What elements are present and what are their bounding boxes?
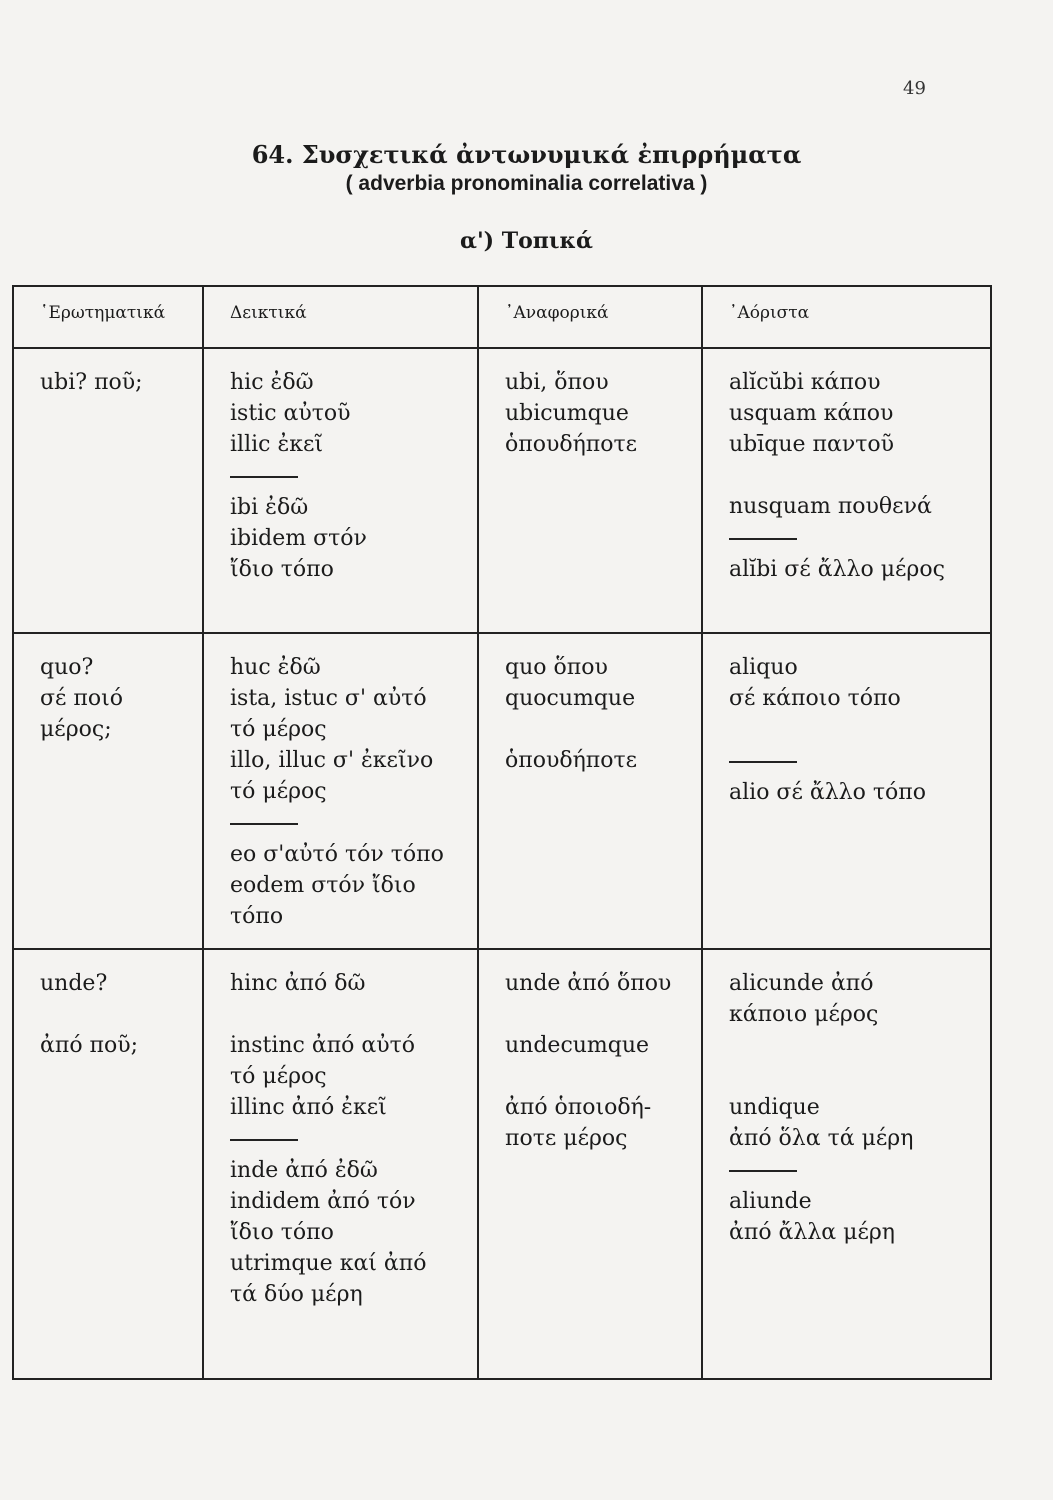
spacer	[505, 714, 693, 745]
spacer	[505, 1061, 693, 1092]
header-interrogative: ῾Ερωτηματικά	[13, 286, 203, 348]
cell-line: ista, istuc σ' αὐτό	[230, 686, 427, 711]
spacer	[729, 714, 982, 745]
cell-line: σέ κάποιο τόπο	[729, 686, 901, 711]
page-subtitle: ( adverbia pronominalia correlativa )	[345, 172, 708, 195]
page-title: 64. Συσχετικά ἀντωνυμικά ἐπιρρήματα	[251, 140, 802, 169]
cell-line: quo ὅπου	[505, 655, 608, 680]
cell-line: μέρος;	[40, 717, 112, 742]
separator-line	[230, 476, 298, 478]
cell-relative	[478, 633, 702, 949]
cell-line: unde?	[40, 971, 108, 996]
cell-line: ibidem στόν	[230, 526, 367, 551]
table-row	[13, 949, 991, 1379]
cell-interrogative	[13, 633, 203, 949]
spacer	[729, 1030, 982, 1061]
spacer	[40, 999, 194, 1030]
cell-line: ubi? ποῦ;	[40, 370, 143, 395]
cell-line: usquam κάπου	[729, 401, 894, 426]
cell-line: ibi ἐδῶ	[230, 495, 309, 520]
cell-line: hinc ἀπό δῶ	[230, 971, 366, 996]
cell-indefinite	[702, 348, 991, 633]
cell-line: alĭcŭbi κάπου	[729, 370, 881, 395]
cell-line: τά δύο μέρη	[230, 1282, 363, 1307]
cell-line: ubicumque	[505, 401, 629, 426]
spacer	[505, 999, 693, 1030]
cell-line: alĭbi σέ ἄλλο μέρος	[729, 557, 945, 582]
cell-line: nusquam πουθενά	[729, 494, 932, 519]
header-demonstrative: Δεικτικά	[203, 286, 478, 348]
adverbs-table	[12, 285, 992, 1380]
cell-line: κάποιο μέρος	[729, 1002, 879, 1027]
page-number: 49	[903, 78, 926, 99]
cell-line: eo σ'αὐτό τόν τόπο	[230, 842, 444, 867]
cell-line: ἀπό ὁποιοδή-	[505, 1095, 652, 1120]
cell-line: ποτε μέρος	[505, 1126, 628, 1151]
cell-interrogative	[13, 348, 203, 633]
cell-line: hic ἐδῶ	[230, 370, 314, 395]
cell-line: illinc ἀπό ἐκεῖ	[230, 1095, 387, 1120]
cell-line: quo?	[40, 655, 94, 680]
cell-line: ubīque παντοῦ	[729, 432, 895, 457]
cell-line: indidem ἀπό τόν	[230, 1189, 416, 1214]
cell-line: instinc ἀπό αὐτό	[230, 1033, 416, 1058]
separator-line	[230, 1139, 298, 1141]
cell-line: eodem στόν ἴδιο	[230, 873, 416, 898]
table-row	[13, 633, 991, 949]
cell-line: huc ἐδῶ	[230, 655, 321, 680]
cell-line: inde ἀπό ἐδῶ	[230, 1158, 378, 1183]
spacer	[729, 1061, 982, 1092]
cell-line: aliquo	[729, 655, 798, 680]
cell-line: illo, illuc σ' ἐκεῖνο	[230, 748, 434, 773]
cell-line: illic ἐκεῖ	[230, 432, 324, 457]
cell-demonstrative	[203, 348, 478, 633]
cell-line: ἀπό ποῦ;	[40, 1033, 139, 1058]
cell-line: ἴδιο τόπο	[230, 1220, 334, 1245]
cell-line: τό μέρος	[230, 1064, 327, 1089]
spacer	[729, 460, 982, 491]
cell-line: alio σέ ἄλλο τόπο	[729, 780, 926, 805]
cell-line: ubi, ὅπου	[505, 370, 609, 395]
cell-indefinite	[702, 633, 991, 949]
separator-line	[729, 1170, 797, 1172]
separator-line	[729, 761, 797, 763]
cell-demonstrative	[203, 633, 478, 949]
section-title: α') Τοπικά	[460, 228, 593, 254]
cell-line: ὁπουδήποτε	[505, 432, 638, 457]
separator-line	[230, 823, 298, 825]
header-relative: ᾽Αναφορικά	[478, 286, 702, 348]
cell-line: utrimque καί ἀπό	[230, 1251, 427, 1276]
cell-line: σέ ποιό	[40, 686, 123, 711]
cell-line: ἀπό ὅλα τά μέρη	[729, 1126, 914, 1151]
cell-line: quocumque	[505, 686, 636, 711]
cell-line: ὁπουδήποτε	[505, 748, 638, 773]
cell-line: undique	[729, 1095, 820, 1120]
table-row	[13, 348, 991, 633]
cell-line: istic αὐτοῦ	[230, 401, 351, 426]
cell-line: alicunde ἀπό	[729, 971, 874, 996]
cell-relative	[478, 949, 702, 1379]
spacer	[230, 999, 469, 1030]
cell-interrogative	[13, 949, 203, 1379]
cell-line: τόπο	[230, 904, 284, 929]
cell-line: τό μέρος	[230, 779, 327, 804]
cell-line: ἀπό ἄλλα μέρη	[729, 1220, 895, 1245]
cell-line: undecumque	[505, 1033, 650, 1058]
cell-demonstrative	[203, 949, 478, 1379]
cell-line: unde ἀπό ὅπου	[505, 971, 672, 996]
cell-relative	[478, 348, 702, 633]
table-header-row	[13, 286, 991, 348]
cell-line: aliunde	[729, 1189, 812, 1214]
cell-line: ἴδιο τόπο	[230, 557, 334, 582]
separator-line	[729, 538, 797, 540]
header-indefinite: ᾽Αόριστα	[702, 286, 991, 348]
cell-line: τό μέρος	[230, 717, 327, 742]
cell-indefinite	[702, 949, 991, 1379]
